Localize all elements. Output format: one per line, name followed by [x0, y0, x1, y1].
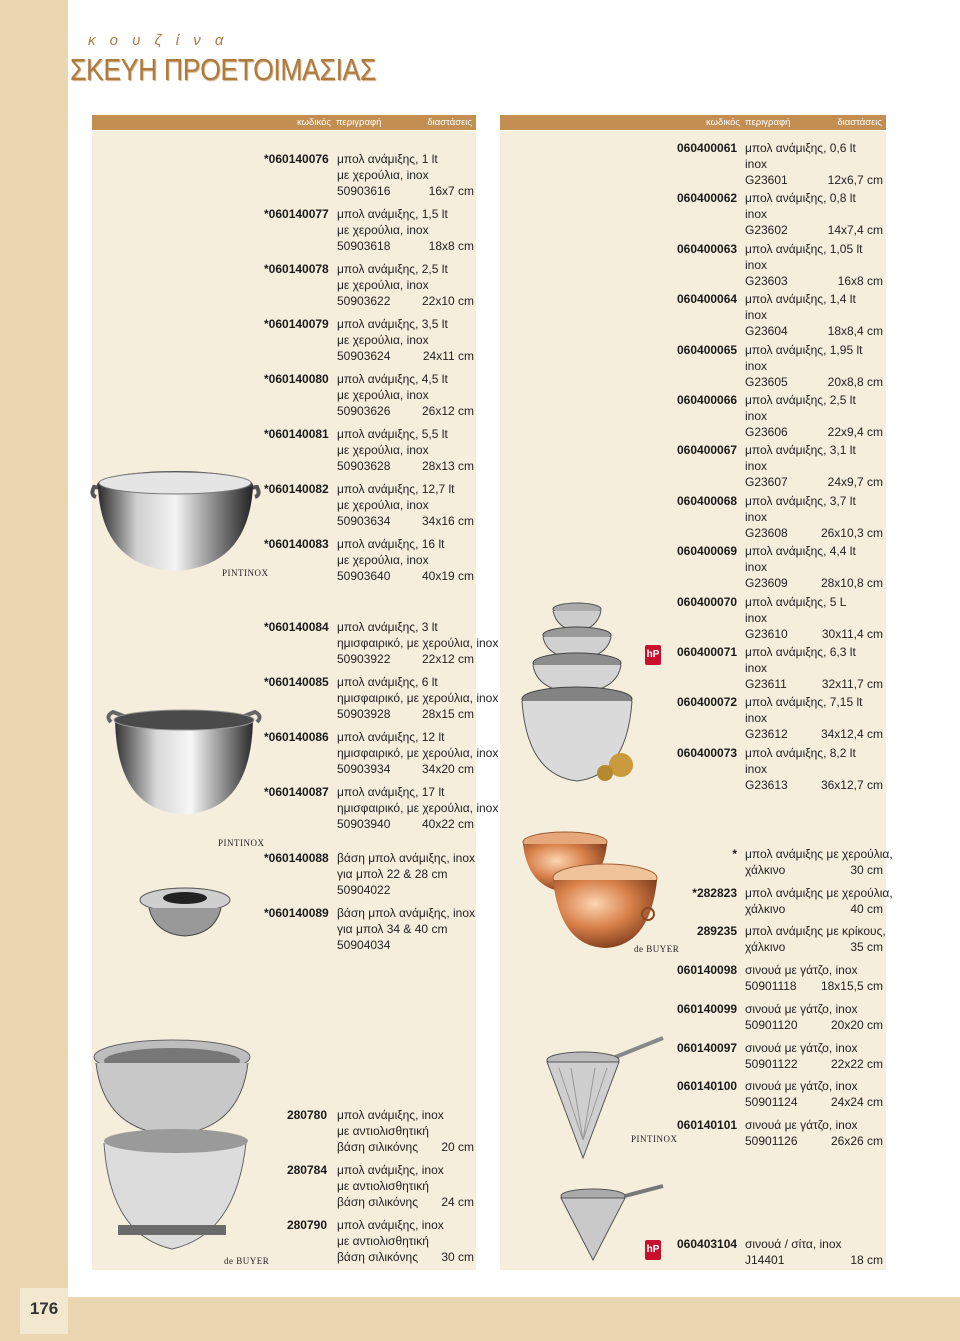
- product-description: μπολ ανάμιξης, 0,6 lt: [745, 141, 856, 155]
- product-description: σινουά με γάτζο, inox: [745, 1079, 858, 1094]
- product-dimensions: 20 cm: [441, 1140, 474, 1154]
- product-code: *060140089: [264, 906, 329, 920]
- table-row: [264, 426, 474, 474]
- product-reference: 50903922: [337, 652, 391, 666]
- product-description: μπολ ανάμιξης, 3,7 lt: [745, 493, 856, 508]
- product-description: βάση σιλικόνης: [337, 1140, 418, 1154]
- product-dimensions: 24 cm: [441, 1195, 474, 1209]
- product-reference: 50901124: [745, 1095, 798, 1110]
- product-dimensions: 22x12 cm: [421, 652, 474, 666]
- product-dimensions: 40 cm: [850, 901, 883, 916]
- product-description: μπολ ανάμιξης, 1,05 lt: [745, 241, 863, 256]
- product-reference: 50904034: [337, 938, 391, 952]
- pintinox-logo: PINTINOX: [631, 1134, 678, 1144]
- product-dimensions: 18x8 cm: [428, 239, 474, 253]
- product-code: *282823: [692, 885, 737, 900]
- product-description: μπολ ανάμιξης με χερούλια,: [745, 885, 893, 900]
- product-description: με αντιολισθητική: [337, 1124, 429, 1138]
- product-reference: G23604: [745, 324, 788, 339]
- product-dimensions: 30x11,4 cm: [821, 626, 883, 641]
- product-code: 280784: [286, 1163, 327, 1177]
- product-code: *060140077: [264, 207, 329, 221]
- dimensions-column-label: διαστάσεις: [427, 117, 472, 128]
- product-description: μπολ ανάμιξης, 4,5 lt: [337, 372, 448, 386]
- product-reference: 50903624: [337, 349, 391, 363]
- product-description: μπολ ανάμιξης με χερούλια,: [745, 847, 893, 861]
- product-dimensions: 24x11 cm: [422, 349, 474, 363]
- product-description: μπολ ανάμιξης, inox: [337, 1108, 444, 1122]
- product-code: 060140099: [677, 1001, 738, 1016]
- product-reference: 50904022: [337, 883, 391, 897]
- table-row: [264, 905, 474, 953]
- table-row: [677, 1236, 883, 1268]
- product-dimensions: 32x11,7 cm: [821, 677, 883, 691]
- product-description: μπολ ανάμιξης, 2,5 lt: [337, 262, 448, 276]
- table-row: [264, 729, 499, 777]
- product-dimensions: 20x20 cm: [830, 1017, 883, 1032]
- product-description: με αντιολισθητική: [337, 1234, 429, 1248]
- product-reference: G23603: [745, 273, 788, 288]
- table-row: [677, 392, 883, 440]
- product-code: 060140101: [677, 1118, 738, 1133]
- table-row: [677, 1001, 883, 1033]
- product-code: 060140100: [677, 1079, 738, 1094]
- table-row: [677, 493, 883, 541]
- product-description: μπολ ανάμιξης, 5,5 lt: [337, 427, 448, 441]
- product-description: μπολ ανάμιξης, 1,95 lt: [745, 342, 863, 357]
- table-row: [264, 619, 499, 667]
- table-row: [677, 190, 883, 238]
- description-column-label: περιγραφή: [336, 117, 382, 128]
- product-description: σινουά με γάτζο, inox: [745, 963, 858, 977]
- product-description: χάλκινο: [745, 863, 786, 877]
- hp-logo: hP: [645, 1240, 661, 1260]
- copper-bowls-image: [520, 828, 660, 953]
- left-decor-stripe: [0, 0, 68, 1341]
- chinois-strainer-image: [535, 1030, 665, 1165]
- table-row: [677, 962, 883, 994]
- page-number: 176: [29, 1299, 59, 1318]
- bowl-base-image: [135, 878, 235, 943]
- de-buyer-logo: de BUYER: [634, 944, 680, 954]
- product-description: για μπολ 22 & 28 cm: [337, 867, 448, 881]
- product-code: *060140078: [264, 262, 329, 276]
- table-row: [677, 745, 883, 793]
- table-row: [677, 543, 883, 591]
- right-column-header: [500, 115, 886, 130]
- product-reference: 50903626: [337, 404, 391, 418]
- product-reference: 50901120: [745, 1017, 798, 1032]
- product-reference: 50903940: [337, 817, 391, 831]
- product-dimensions: 30 cm: [850, 863, 883, 877]
- product-code: *060140079: [264, 317, 329, 331]
- product-description: με αντιολισθητική: [337, 1179, 429, 1193]
- product-reference: 50903934: [337, 762, 391, 776]
- table-row: [677, 442, 883, 490]
- table-row: [264, 784, 499, 832]
- product-code: *060140083: [264, 537, 329, 551]
- product-dimensions: 18 cm: [850, 1253, 883, 1267]
- product-reference: 50903618: [337, 239, 391, 253]
- product-description: μπολ ανάμιξης, 0,8 lt: [745, 191, 856, 206]
- product-description: inox: [745, 358, 768, 373]
- product-description: μπολ ανάμιξης, inox: [337, 1218, 444, 1232]
- product-description: βάση σιλικόνης: [337, 1195, 418, 1209]
- table-row: [677, 644, 883, 692]
- category-label: κ ο υ ζ ί ν α: [88, 32, 229, 49]
- product-dimensions: 28x15 cm: [421, 707, 474, 721]
- product-code: *060140081: [264, 427, 329, 441]
- table-row: [264, 1217, 474, 1265]
- product-description: μπολ ανάμιξης, 5 L: [745, 594, 847, 609]
- hp-logo: hP: [645, 645, 661, 665]
- pintinox-logo: PINTINOX: [222, 568, 269, 578]
- product-description: μπολ ανάμιξης, 1 lt: [337, 152, 438, 166]
- product-dimensions: 22x10 cm: [421, 294, 474, 308]
- product-dimensions: 40x22 cm: [421, 817, 474, 831]
- table-row: [264, 536, 474, 584]
- product-description: μπολ ανάμιξης, 16 lt: [337, 537, 445, 551]
- product-description: inox: [745, 308, 768, 323]
- product-description: με χερούλια, inox: [337, 223, 429, 237]
- product-code: *060140076: [264, 152, 329, 166]
- product-description: σινουά / σίτα, inox: [745, 1237, 842, 1251]
- product-description: μπολ ανάμιξης, 12 lt: [337, 730, 445, 744]
- product-description: μπολ ανάμιξης, 1,4 lt: [745, 292, 856, 307]
- product-dimensions: 26x26 cm: [830, 1134, 883, 1149]
- product-code: 060400070: [677, 594, 738, 609]
- product-dimensions: 16x8 cm: [837, 273, 883, 288]
- product-dimensions: 14x7,4 cm: [827, 223, 883, 238]
- product-dimensions: 28x13 cm: [421, 459, 474, 473]
- product-description: ημισφαιρικό, με χερούλια, inox: [337, 636, 499, 650]
- code-column-label: κωδικός: [297, 117, 331, 128]
- product-description: ημισφαιρικό, με χερούλια, inox: [337, 746, 499, 760]
- table-row: [264, 151, 474, 199]
- product-code: *060140084: [264, 620, 329, 634]
- table-row: [264, 1107, 474, 1155]
- product-reference: 50903628: [337, 459, 391, 473]
- product-description: με χερούλια, inox: [337, 168, 429, 182]
- product-code: *060140088: [264, 851, 329, 865]
- table-row: [677, 885, 893, 917]
- table-row: [264, 206, 474, 254]
- product-description: μπολ ανάμιξης, 8,2 lt: [745, 745, 856, 760]
- product-code: 060400071: [677, 645, 738, 659]
- product-dimensions: 34x16 cm: [421, 514, 474, 528]
- dimensions-column-label: διαστάσεις: [837, 117, 882, 128]
- product-description: μπολ ανάμιξης, 3 lt: [337, 620, 438, 634]
- product-description: βάση σιλικόνης: [337, 1250, 418, 1264]
- product-dimensions: 26x10,3 cm: [820, 525, 883, 540]
- product-dimensions: 12x6,7 cm: [827, 173, 883, 187]
- product-reference: G23606: [745, 425, 788, 439]
- product-dimensions: 18x8,4 cm: [827, 324, 883, 339]
- product-description: για μπολ 34 & 40 cm: [337, 922, 448, 936]
- product-description: ημισφαιρικό, με χερούλια, inox: [337, 801, 499, 815]
- product-description: μπολ ανάμιξης, 3,5 lt: [337, 317, 448, 331]
- product-description: χάλκινο: [745, 901, 786, 916]
- product-description: με χερούλια, inox: [337, 498, 429, 512]
- product-reference: G23609: [745, 576, 788, 591]
- bowl-with-handles-image: [88, 455, 263, 580]
- product-description: μπολ ανάμιξης, 2,5 lt: [745, 393, 856, 407]
- product-description: inox: [745, 459, 768, 474]
- product-description: inox: [745, 610, 768, 625]
- table-row: [264, 1162, 474, 1210]
- product-reference: G23602: [745, 223, 788, 238]
- table-row: [677, 594, 883, 642]
- left-column-header: [92, 115, 476, 130]
- product-code: 060400066: [677, 393, 738, 407]
- product-code: *060140085: [264, 675, 329, 689]
- product-description: inox: [745, 761, 768, 776]
- table-row: [677, 1078, 883, 1110]
- product-code: *060140087: [264, 785, 329, 799]
- page-title: ΣΚΕΥΗ ΠΡΟΕΤΟΙΜΑΣΙΑΣ: [70, 52, 376, 87]
- product-description: βάση μπολ ανάμιξης, inox: [337, 851, 476, 865]
- product-dimensions: 34x20 cm: [421, 762, 474, 776]
- product-description: σινουά με γάτζο, inox: [745, 1118, 858, 1133]
- product-dimensions: 18x15,5 cm: [820, 979, 883, 993]
- table-row: [677, 342, 883, 390]
- product-code: 060400067: [677, 443, 738, 458]
- product-code: 060400068: [677, 493, 738, 508]
- product-description: σινουά με γάτζο, inox: [745, 1001, 858, 1016]
- product-description: inox: [745, 207, 768, 222]
- table-row: [264, 850, 474, 898]
- product-reference: G23611: [745, 677, 787, 691]
- table-row: [677, 923, 886, 955]
- product-description: με χερούλια, inox: [337, 443, 429, 457]
- product-code: 060400061: [677, 141, 738, 155]
- description-column-label: περιγραφή: [745, 117, 791, 128]
- product-reference: G23610: [745, 626, 788, 641]
- product-dimensions: 30 cm: [441, 1250, 474, 1264]
- product-code: *060140080: [264, 372, 329, 386]
- product-reference: 50903640: [337, 569, 391, 583]
- product-description: μπολ ανάμιξης, 7,15 lt: [745, 695, 863, 710]
- table-row: [677, 291, 883, 339]
- product-reference: G23607: [745, 475, 788, 490]
- product-dimensions: 35 cm: [850, 940, 883, 954]
- product-code: *: [732, 847, 737, 861]
- product-description: inox: [745, 157, 768, 171]
- nested-bowls-image: [90, 1035, 260, 1255]
- product-reference: 50903928: [337, 707, 391, 721]
- product-description: μπολ ανάμιξης, 1,5 lt: [337, 207, 448, 221]
- product-reference: G23613: [745, 777, 788, 792]
- product-code: 060400065: [677, 342, 738, 357]
- product-code: 060400064: [677, 292, 738, 307]
- product-description: χάλκινο: [745, 940, 786, 954]
- product-code: 060403104: [677, 1237, 738, 1251]
- product-reference: 50901122: [745, 1056, 798, 1071]
- product-code: 060400063: [677, 241, 738, 256]
- product-description: μπολ ανάμιξης, 17 lt: [337, 785, 445, 799]
- product-dimensions: 22x22 cm: [830, 1056, 883, 1071]
- product-reference: 50903634: [337, 514, 391, 528]
- stacked-bowls-image: [505, 595, 640, 790]
- pintinox-logo: PINTINOX: [218, 838, 265, 848]
- product-description: inox: [745, 509, 768, 524]
- product-description: μπολ ανάμιξης, 6,3 lt: [745, 645, 856, 659]
- product-reference: G23612: [745, 727, 788, 742]
- product-description: ημισφαιρικό, με χερούλια, inox: [337, 691, 499, 705]
- table-row: [677, 1040, 883, 1072]
- product-description: inox: [745, 661, 768, 675]
- product-dimensions: 36x12,7 cm: [820, 777, 883, 792]
- product-description: inox: [745, 560, 768, 575]
- product-code: 060140097: [677, 1040, 738, 1055]
- product-description: σινουά με γάτζο, inox: [745, 1040, 858, 1055]
- product-description: βάση μπολ ανάμιξης, inox: [337, 906, 476, 920]
- product-description: μπολ ανάμιξης με κρίκους,: [745, 924, 886, 938]
- product-dimensions: 24x9,7 cm: [827, 475, 883, 490]
- product-reference: G23605: [745, 374, 788, 389]
- product-code: 060400069: [677, 544, 738, 559]
- hemispherical-bowl-image: [105, 700, 263, 820]
- table-row: [677, 846, 893, 878]
- product-reference: 50903616: [337, 184, 391, 198]
- de-buyer-logo: de BUYER: [224, 1256, 270, 1266]
- product-description: μπολ ανάμιξης, 4,4 lt: [745, 544, 856, 559]
- product-description: μπολ ανάμιξης, 3,1 lt: [745, 443, 856, 458]
- product-description: μπολ ανάμιξης, 6 lt: [337, 675, 438, 689]
- product-dimensions: 40x19 cm: [421, 569, 474, 583]
- table-row: [264, 481, 474, 529]
- product-code: 060400073: [677, 745, 738, 760]
- product-code: 060140098: [677, 963, 738, 977]
- product-description: inox: [745, 711, 768, 726]
- product-dimensions: 28x10,8 cm: [820, 576, 883, 591]
- product-reference: 50903622: [337, 294, 391, 308]
- product-description: inox: [745, 257, 768, 272]
- product-code: 280790: [286, 1218, 327, 1232]
- product-description: μπολ ανάμιξης, 12,7 lt: [337, 482, 455, 496]
- product-reference: 50901126: [745, 1134, 798, 1149]
- table-row: [264, 316, 474, 364]
- product-dimensions: 16x7 cm: [428, 184, 474, 198]
- product-reference: 50901118: [745, 979, 797, 993]
- product-code: 289235: [696, 924, 737, 938]
- product-code: *060140082: [264, 482, 329, 496]
- product-description: με χερούλια, inox: [337, 333, 429, 347]
- product-reference: G23601: [745, 173, 788, 187]
- code-column-label: κωδικός: [706, 117, 740, 128]
- table-row: [264, 261, 474, 309]
- product-description: με χερούλια, inox: [337, 278, 429, 292]
- product-reference: G23608: [745, 525, 788, 540]
- product-description: με χερούλια, inox: [337, 388, 429, 402]
- bottom-decor-band: [68, 1297, 960, 1341]
- product-description: με χερούλια, inox: [337, 553, 429, 567]
- product-reference: J14401: [745, 1253, 785, 1267]
- product-dimensions: 26x12 cm: [421, 404, 474, 418]
- table-row: [677, 694, 883, 742]
- table-row: [677, 1117, 883, 1149]
- product-code: 280780: [286, 1108, 327, 1122]
- product-dimensions: 22x9,4 cm: [827, 425, 883, 439]
- product-code: *060140086: [264, 730, 329, 744]
- table-row: [264, 674, 499, 722]
- product-dimensions: 34x12,4 cm: [820, 727, 883, 742]
- table-row: [677, 140, 883, 188]
- product-description: inox: [745, 409, 768, 423]
- product-description: μπολ ανάμιξης, inox: [337, 1163, 444, 1177]
- product-dimensions: 24x24 cm: [830, 1095, 883, 1110]
- table-row: [677, 241, 883, 289]
- product-code: 060400072: [677, 695, 738, 710]
- table-row: [264, 371, 474, 419]
- product-dimensions: 20x8,8 cm: [827, 374, 883, 389]
- product-code: 060400062: [677, 191, 738, 206]
